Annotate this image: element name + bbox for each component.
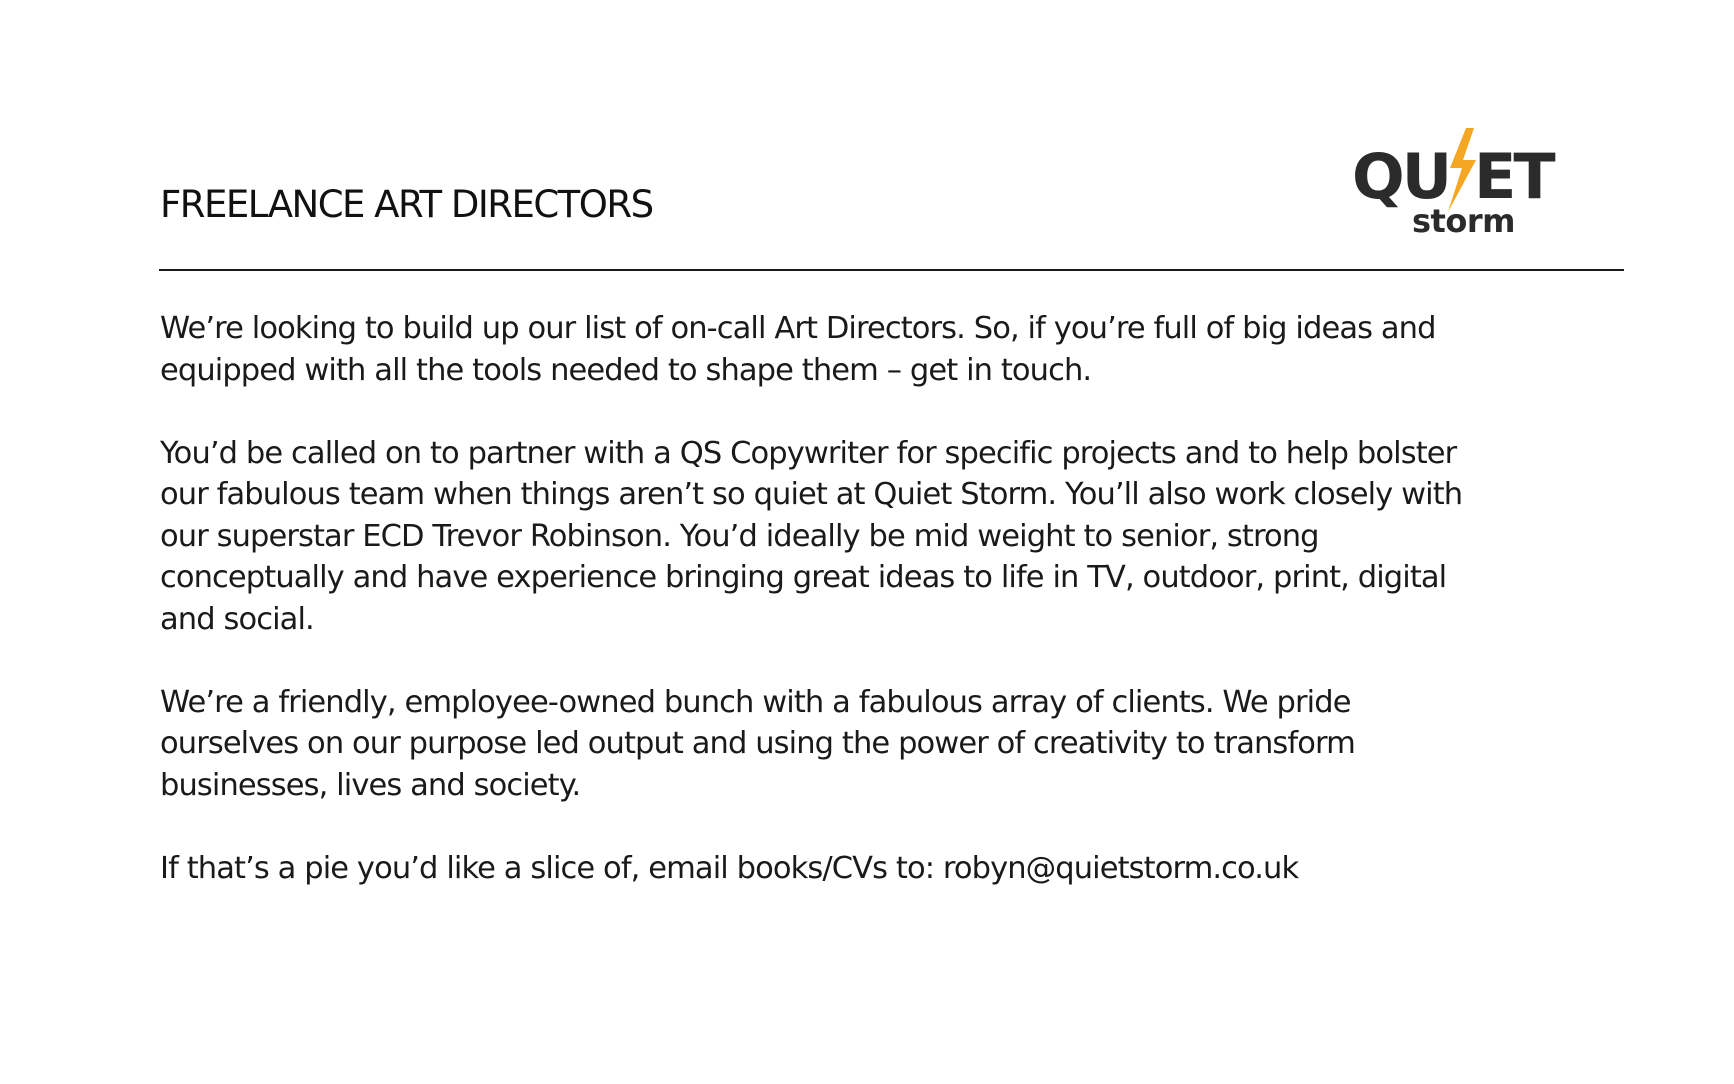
text-line: If that’s a pie you’d like a slice of, email books/CVs to: robyn@quietstorm.co.uk	[160, 850, 1299, 886]
lightning-bolt-icon	[1448, 128, 1476, 212]
paragraph-intro	[160, 308, 1600, 391]
paragraph-company	[160, 682, 1600, 807]
text-line: conceptually and have experience bringing great ideas to life in TV, outdoor, print, digital	[160, 560, 1447, 595]
text-line: our fabulous team when things aren’t so quiet at Quiet Storm. You’ll also work closely with	[160, 477, 1463, 512]
text-line: businesses, lives and society.	[160, 767, 581, 803]
paragraph-role	[160, 433, 1600, 641]
text-line: You’d be called on to partner with a QS Copywriter for specific projects and to help bolster	[160, 435, 1457, 471]
text-line: equipped with all the tools needed to shape them – get in touch.	[160, 352, 1092, 388]
header-divider	[159, 269, 1624, 271]
text-line: and social.	[160, 601, 314, 637]
text-line: We’re a friendly, employee-owned bunch with a fabulous array of clients. We pride	[160, 684, 1351, 720]
logo-text-storm: storm	[1412, 202, 1515, 236]
quiet-storm-logo	[1350, 126, 1560, 236]
logo-text-et: ET	[1474, 140, 1553, 213]
page-title: FREELANCE ART DIRECTORS	[160, 183, 653, 226]
text-line: our superstar ECD Trevor Robinson. You’d ideally be mid weight to senior, strong	[160, 518, 1319, 554]
text-line: ourselves on our purpose led output and using the power of creativity to transform	[160, 726, 1355, 761]
paragraph-contact	[160, 848, 1600, 890]
job-description	[160, 308, 1600, 931]
logo-graphic	[1350, 126, 1560, 236]
text-line: We’re looking to build up our list of on-call Art Directors. So, if you’re full of big ideas and	[160, 311, 1436, 346]
logo-text-qu: QU	[1352, 140, 1450, 213]
